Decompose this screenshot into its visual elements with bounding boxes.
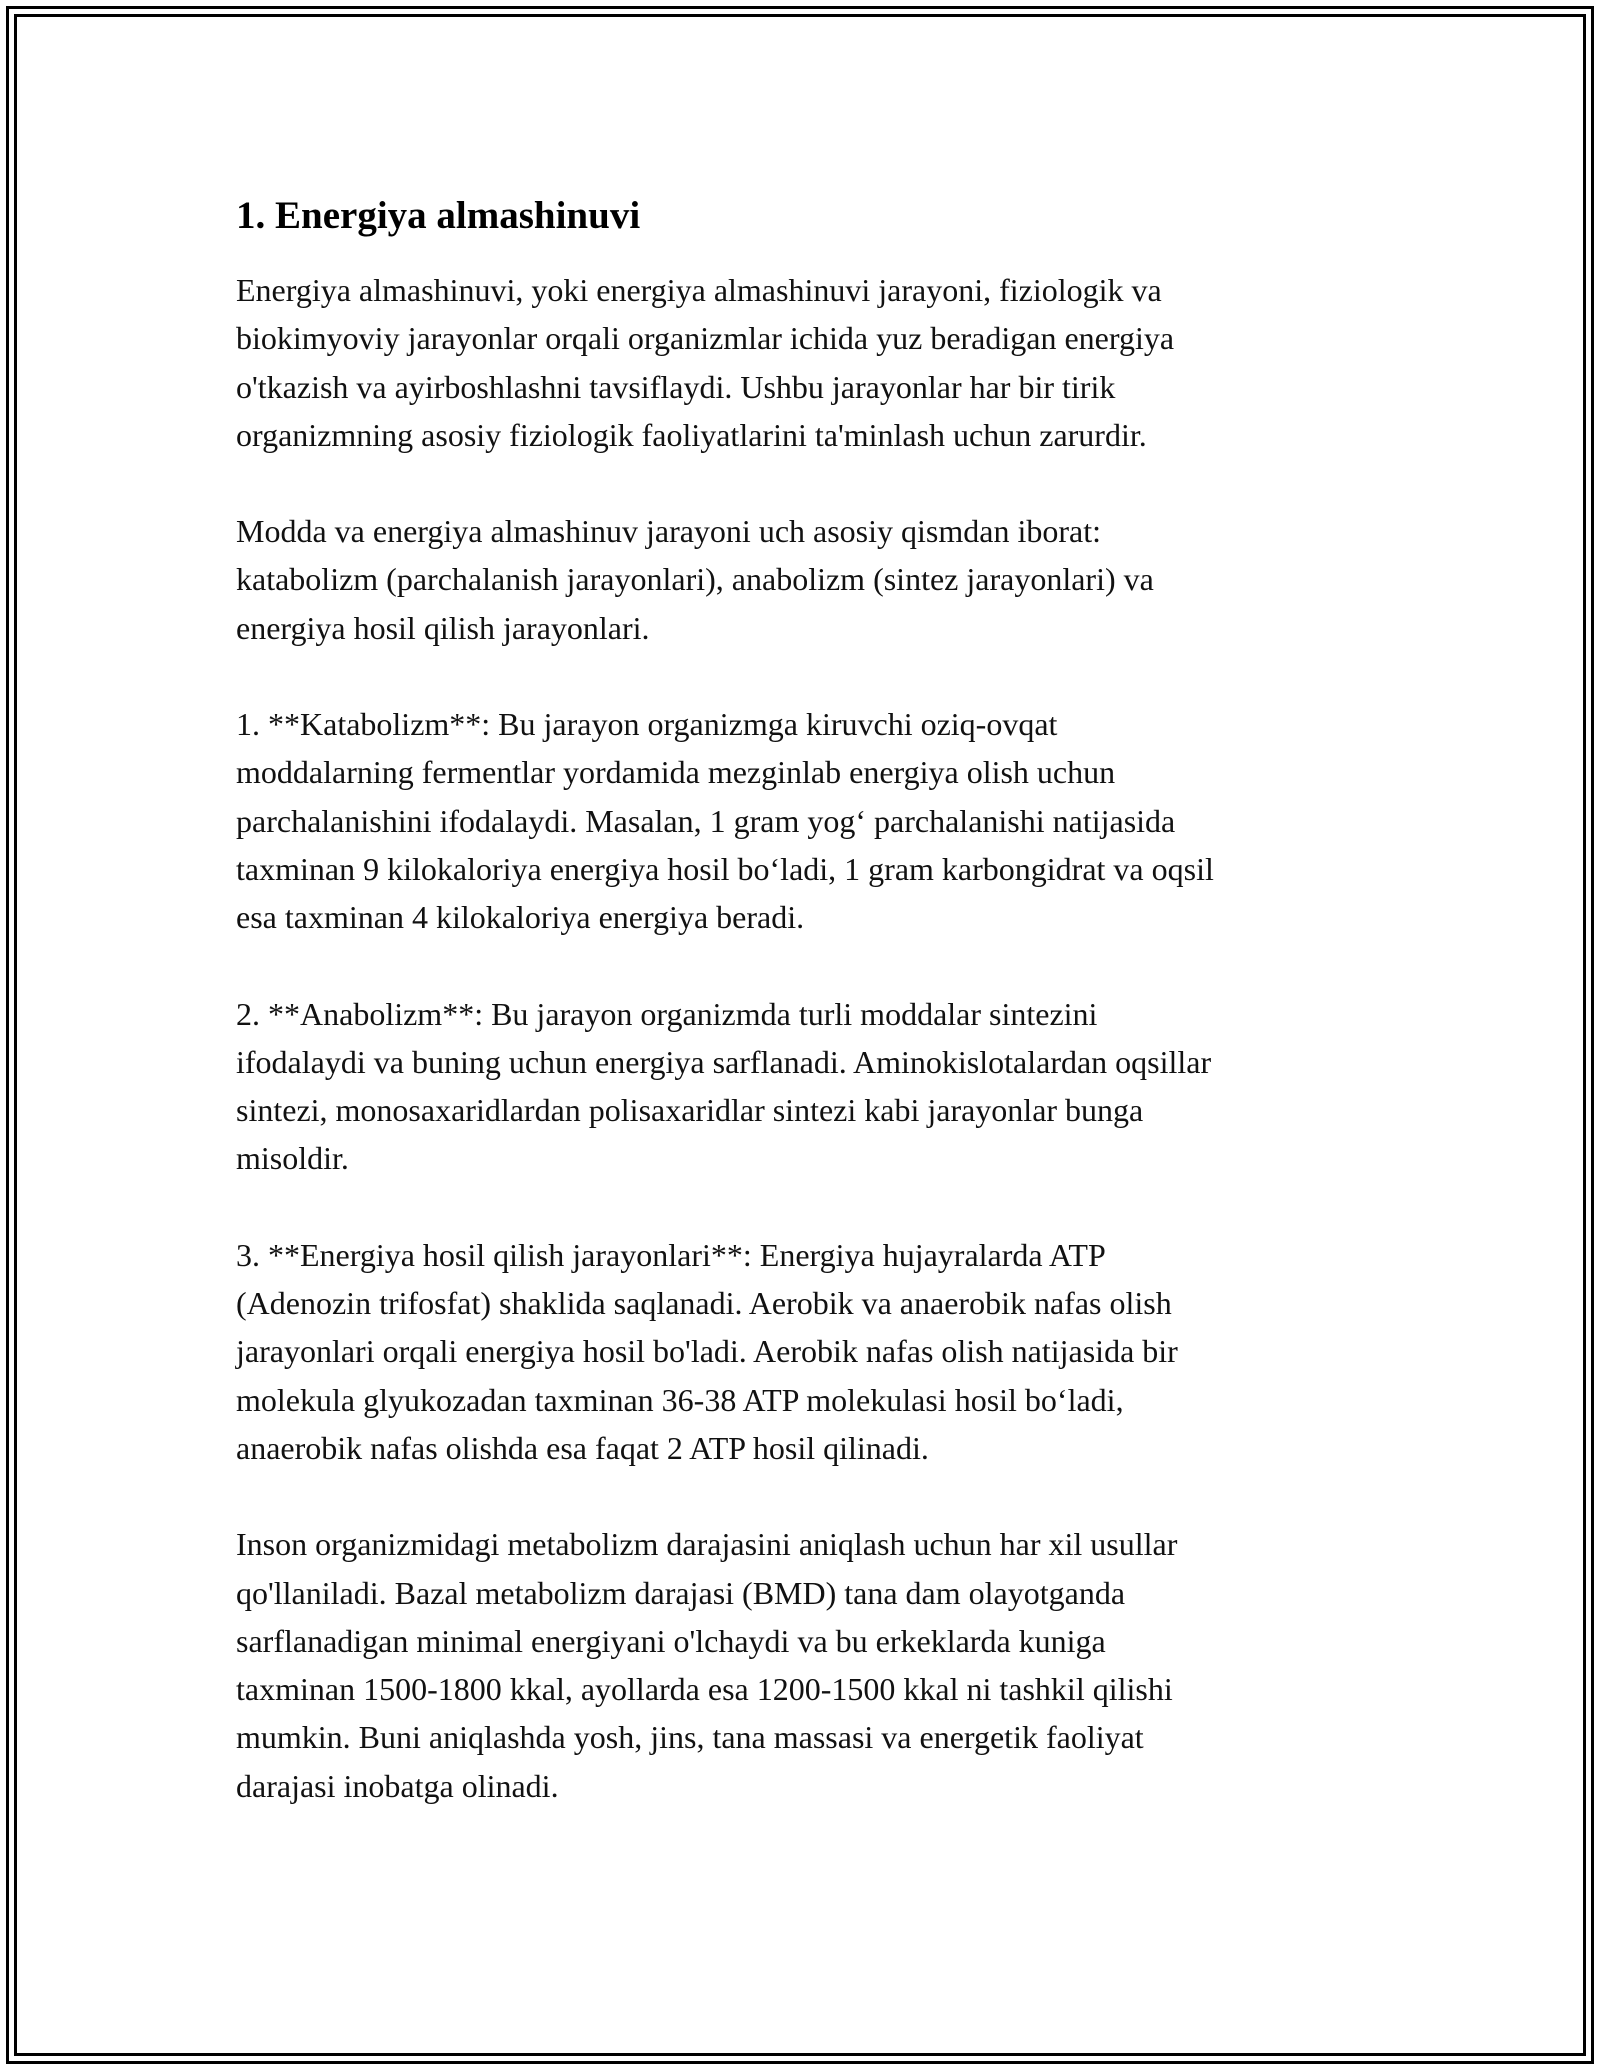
paragraph-metabolism-rate: Inson organizmidagi metabolizm darajasini aniqlash uchun har xil usullar qo'llaniladi. Bazal metabolizm darajasi (BMD) tana dam olayotganda sarflanadigan minimal energiyani o'lchaydi va bu erkeklarda kuniga taxminan 1500-1800 kkal, ayollarda esa 1200-1500 kkal ni tashkil qilishi mumkin. Buni aniqlashda yosh, jins, tana massasi va energetik faoliyat darajasi inobatga olinadi. bbox=[236, 1526, 1178, 1804]
section-title: 1. Energiya almashinuvi bbox=[236, 194, 641, 237]
paragraph-overview: Modda va energiya almashinuv jarayoni uch asosiy qismdan iborat: katabolizm (parchalanish jarayonlari), anabolizm (sintez jarayonlari) va energiya hosil qilish jarayonlari. bbox=[236, 513, 1154, 646]
paragraph-intro: Energiya almashinuvi, yoki energiya almashinuvi jarayoni, fiziologik va biokimyoviy jarayonlar orqali organizmlar ichida yuz beradigan energiya o'tkazish va ayirboshlashni tavsiflaydi. Ushbu jarayonlar har bir tirik organizmning asosiy fiziologik faoliyatlarini ta'minlash uchun zarurdir. bbox=[236, 272, 1175, 453]
document-body bbox=[236, 188, 1386, 1858]
paragraph-katabolizm: 1. **Katabolizm**: Bu jarayon organizmga kiruvchi oziq-ovqat moddalarning fermentlar yordamida mezginlab energiya olish uchun parchalanishini ifodalaydi. Masalan, 1 gram yog‘ parchalanishi natijasida taxminan 9 kilokaloriya energiya hosil bo‘ladi, 1 gram karbongidrat va oqsil esa taxminan 4 kilokaloriya energiya beradi. bbox=[236, 706, 1214, 936]
paragraph-energy-production: 3. **Energiya hosil qilish jarayonlari**: Energiya hujayralarda ATP (Adenozin trifosfat) shaklida saqlanadi. Aerobik va anaerobik nafas olish jarayonlari orqali energiya hosil bo'ladi. Aerobik nafas olish natijasida bir molekula glyukozadan taxminan 36-38 ATP molekulasi hosil bo‘ladi, anaerobik nafas olishda esa faqat 2 ATP hosil qilinadi. bbox=[236, 1236, 1178, 1466]
paragraph-anabolizm: 2. **Anabolizm**: Bu jarayon organizmda turli moddalar sintezini ifodalaydi va buning uchun energiya sarflanadi. Aminokislotalardan oqsillar sintezi, monosaxaridlardan polisaxaridlar sintezi kabi jarayonlar bunga misoldir. bbox=[236, 995, 1212, 1177]
